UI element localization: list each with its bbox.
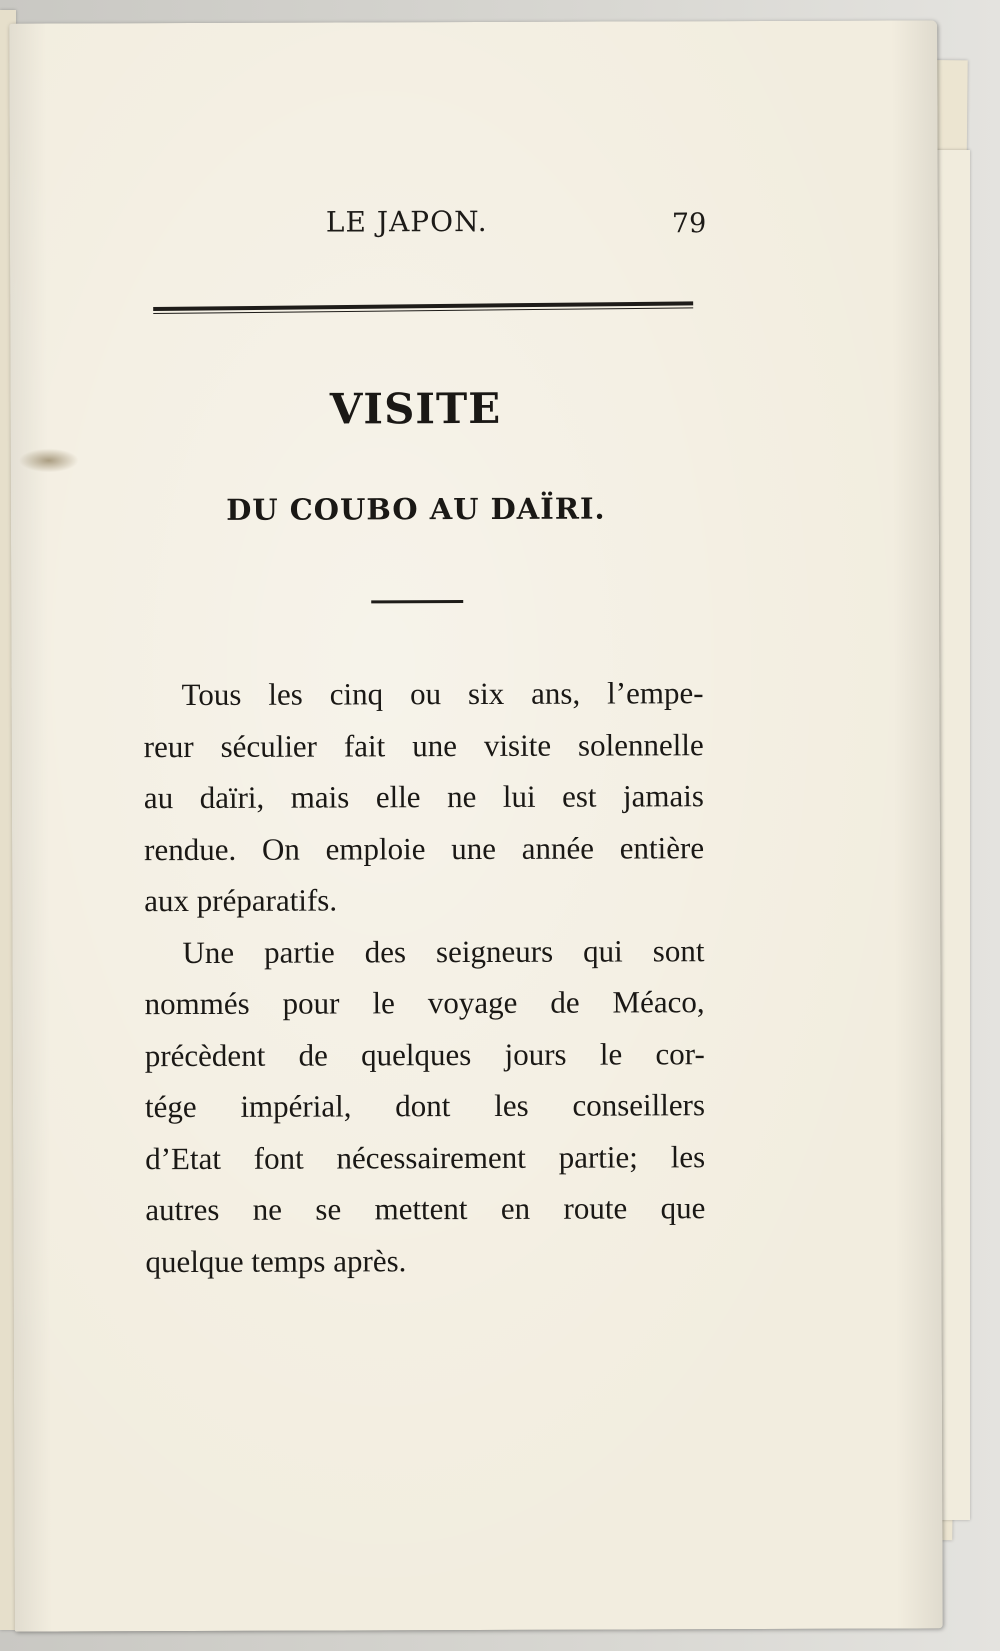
text-line: Tous les cinq ou six ans, l’empe- [181,675,704,713]
text-line: aux préparatifs. [144,882,338,919]
paragraph [143,667,704,926]
text-line: nommés pour le voyage de Méaco, [144,984,705,1022]
text-line: d’Etat font nécessairement partie; les [145,1138,706,1176]
text-line: quelque temps après. [145,1242,407,1279]
section-divider [371,600,463,603]
text-line: Une partie des seigneurs qui sont [182,932,705,970]
text-line: précèdent de quelques jours le cor- [144,1035,705,1073]
text-line: rendue. On emploie une année entière [144,829,705,867]
paragraph [144,925,705,1287]
page-number: 79 [671,208,707,240]
text-line: tége impérial, dont les conseillers [144,1087,706,1125]
body-text [143,667,705,1287]
text-line: reur séculier fait une visite solennelle [143,726,704,764]
running-head: LE JAPON. [325,204,488,239]
text-line: au daïri, mais elle ne lui est jamais [143,778,704,816]
text-line: autres ne se mettent en route que [145,1190,706,1228]
header-rule [153,301,693,314]
book-page [9,20,943,1631]
chapter-subtitle: DU COUBO AU DAÏRI. [226,491,606,527]
chapter-title: VISITE [329,383,502,434]
paper-stain [19,448,79,472]
